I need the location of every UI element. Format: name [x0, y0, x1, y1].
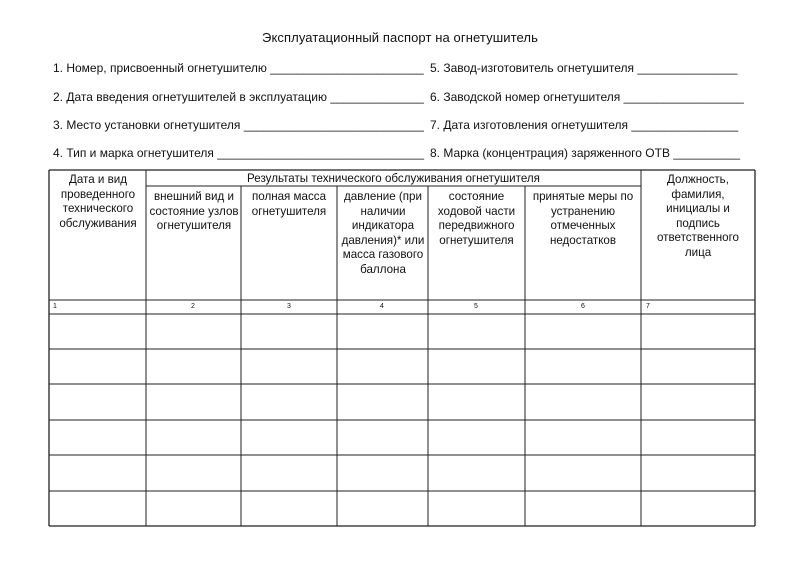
table-cell[interactable]	[642, 350, 754, 383]
table-cell[interactable]	[526, 492, 640, 525]
table-cell[interactable]	[526, 421, 640, 454]
table-cell[interactable]	[526, 456, 640, 490]
header-pressure: давление (при наличии индикатора давления)* или масса газового баллона	[341, 190, 425, 276]
table-cell[interactable]	[338, 456, 427, 490]
table-cell[interactable]	[242, 315, 336, 348]
field-serial-number: 6. Заводской номер огнетушителя __________________	[430, 90, 744, 104]
header-responsible-person: Должность, фамилия, инициалы и подпись ответственного лица	[656, 173, 740, 259]
table-cell[interactable]	[242, 385, 336, 419]
header-date-and-type: Дата и вид проведенного технического обслуживания	[59, 173, 137, 230]
table-cell[interactable]	[429, 456, 524, 490]
table-cell[interactable]	[338, 421, 427, 454]
table-cell[interactable]	[50, 456, 145, 490]
field-installation-location: 3. Место установки огнетушителя ___________________________	[53, 118, 424, 132]
table-cell[interactable]	[50, 350, 145, 383]
table-cell[interactable]	[429, 421, 524, 454]
table-cell[interactable]	[50, 492, 145, 525]
header-total-mass: полная масса огнетушителя	[251, 190, 327, 218]
table-cell[interactable]	[242, 492, 336, 525]
table-cell[interactable]	[526, 315, 640, 348]
table-cell[interactable]	[642, 315, 754, 348]
field-commissioning-date: 2. Дата введения огнетушителей в эксплуатацию ______________	[53, 90, 424, 104]
table-cell[interactable]	[147, 492, 240, 525]
field-manufacturer: 5. Завод-изготовитель огнетушителя _______________	[430, 61, 738, 75]
field-manufacture-date: 7. Дата изготовления огнетушителя ________________	[430, 118, 739, 132]
header-maintenance-results: Результаты технического обслуживания огнетушителя	[247, 172, 540, 185]
table-cell[interactable]	[642, 456, 754, 490]
table-cell[interactable]	[147, 421, 240, 454]
table-cell[interactable]	[338, 492, 427, 525]
table-cell[interactable]	[526, 350, 640, 383]
page-title: Эксплуатационный паспорт на огнетушитель	[262, 30, 538, 45]
field-extinguisher-number: 1. Номер, присвоенный огнетушителю _______________________	[53, 61, 424, 75]
field-agent-grade: 8. Марка (концентрация) заряженного ОТВ __________	[430, 146, 741, 160]
column-number-3: 3	[287, 303, 291, 310]
table-cell[interactable]	[338, 350, 427, 383]
column-number-1: 1	[53, 303, 57, 310]
column-number-5: 5	[474, 303, 478, 310]
table-cell[interactable]	[642, 492, 754, 525]
column-number-6: 6	[581, 303, 585, 310]
table-cell[interactable]	[338, 315, 427, 348]
header-measures-taken: принятые меры по устранению отмеченных недостатков	[532, 190, 634, 247]
table-cell[interactable]	[50, 385, 145, 419]
table-cell[interactable]	[242, 456, 336, 490]
table-cell[interactable]	[242, 421, 336, 454]
table-cell[interactable]	[429, 385, 524, 419]
table-cell[interactable]	[147, 315, 240, 348]
table-cell[interactable]	[642, 421, 754, 454]
header-appearance: внешний вид и состояние узлов огнетушителя	[149, 190, 239, 232]
table-cell[interactable]	[50, 421, 145, 454]
column-number-2: 2	[191, 303, 195, 310]
table-cell[interactable]	[147, 350, 240, 383]
table-cell[interactable]	[50, 315, 145, 348]
header-chassis-condition: состояние ходовой части передвижного огнетушителя	[437, 190, 516, 247]
table-cell[interactable]	[642, 385, 754, 419]
field-type-and-model: 4. Тип и марка огнетушителя _______________________________	[53, 146, 425, 160]
table-cell[interactable]	[147, 385, 240, 419]
table-cell[interactable]	[429, 315, 524, 348]
table-cell[interactable]	[147, 456, 240, 490]
table-cell[interactable]	[429, 492, 524, 525]
table-cell[interactable]	[242, 350, 336, 383]
column-number-7: 7	[646, 303, 650, 310]
table-cell[interactable]	[429, 350, 524, 383]
table-cell[interactable]	[338, 385, 427, 419]
table-cell[interactable]	[526, 385, 640, 419]
column-number-4: 4	[380, 303, 384, 310]
